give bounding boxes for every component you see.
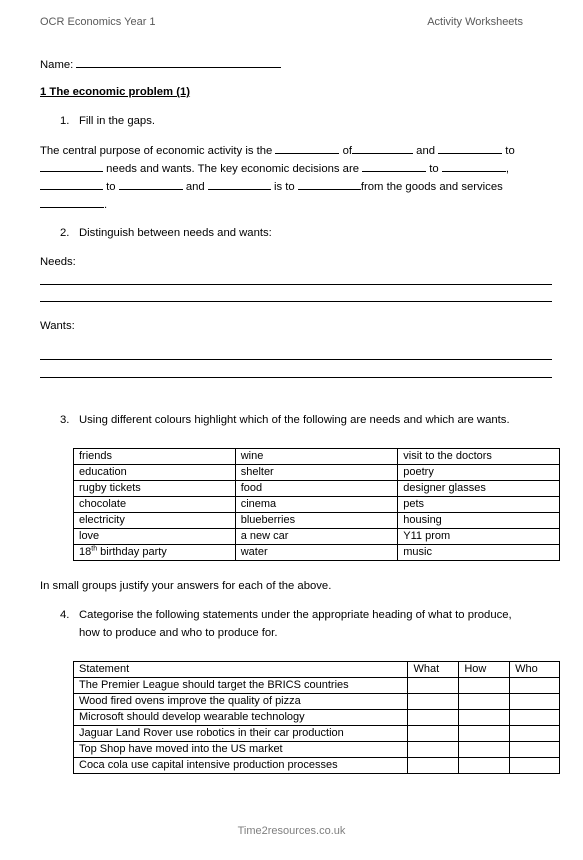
- table-header-row: [74, 662, 560, 678]
- q1-text: needs and wants. The key economic decisions are: [103, 163, 363, 175]
- what-cell[interactable]: [408, 694, 459, 710]
- q1-text: to: [502, 145, 515, 157]
- needs-label: Needs:: [40, 256, 76, 268]
- wants-answer-line[interactable]: [40, 359, 552, 360]
- q2-prompt-text: Distinguish between needs and wants:: [79, 227, 272, 239]
- needs-answer-line[interactable]: [40, 301, 552, 302]
- table-row: [74, 449, 560, 465]
- how-cell[interactable]: [459, 726, 510, 742]
- q1-gap-line-1: [40, 141, 515, 160]
- gap-blank[interactable]: [40, 195, 104, 208]
- gap-blank[interactable]: [275, 141, 339, 154]
- q1-text: and: [182, 181, 208, 193]
- q1-text: to: [103, 181, 119, 193]
- table-row: [74, 545, 560, 561]
- q1-text: ,: [505, 163, 509, 175]
- statement-cell: Coca cola use capital intensive production processes: [74, 758, 408, 774]
- name-label: Name:: [40, 59, 74, 71]
- gap-blank[interactable]: [438, 141, 502, 154]
- q1-gap-line-3: [40, 177, 503, 196]
- table-cell[interactable]: a new car: [235, 529, 398, 545]
- table-row: [74, 465, 560, 481]
- how-cell[interactable]: [459, 694, 510, 710]
- header-what: What: [408, 662, 459, 678]
- who-cell[interactable]: [510, 694, 560, 710]
- q3-prompt-text: Using different colours highlight which of the following are needs and which are wants.: [79, 414, 510, 426]
- table-cell[interactable]: poetry: [398, 465, 560, 481]
- q1-text: of: [339, 145, 353, 157]
- needs-answer-line[interactable]: [40, 284, 552, 285]
- table-cell[interactable]: music: [398, 545, 560, 561]
- gap-blank[interactable]: [352, 141, 413, 154]
- ordinal-number: 18: [79, 546, 92, 558]
- who-cell[interactable]: [510, 758, 560, 774]
- table-cell[interactable]: education: [74, 465, 236, 481]
- how-cell[interactable]: [459, 710, 510, 726]
- table-cell[interactable]: housing: [398, 513, 560, 529]
- table-cell[interactable]: chocolate: [74, 497, 236, 513]
- q1-text: is to: [270, 181, 298, 193]
- what-cell[interactable]: [408, 742, 459, 758]
- table-row: [74, 481, 560, 497]
- who-cell[interactable]: [510, 678, 560, 694]
- q1-text: and: [413, 145, 439, 157]
- q3-number: 3.: [60, 414, 70, 426]
- q3-prompt: [60, 411, 510, 429]
- wants-label: Wants:: [40, 320, 75, 332]
- q1-text: to: [426, 163, 442, 175]
- q2-prompt: [60, 224, 272, 242]
- header-statement: Statement: [74, 662, 408, 678]
- gap-blank[interactable]: [40, 159, 103, 172]
- table-cell[interactable]: water: [235, 545, 398, 561]
- table-row: [74, 710, 560, 726]
- table-cell[interactable]: Y11 prom: [398, 529, 560, 545]
- gap-blank[interactable]: [119, 177, 183, 190]
- q2-number: 2.: [60, 227, 70, 239]
- header-who: Who: [510, 662, 560, 678]
- ordinal-suffix: th: [91, 545, 98, 553]
- gap-blank[interactable]: [442, 159, 506, 172]
- q4-prompt-line-1: Categorise the following statements under the appropriate heading of what to produce,: [79, 609, 512, 621]
- q4-prompt: [60, 606, 512, 624]
- wants-answer-line[interactable]: [40, 377, 552, 378]
- q1-number: 1.: [60, 115, 70, 127]
- table-row: [74, 726, 560, 742]
- table-cell[interactable]: food: [235, 481, 398, 497]
- table-cell[interactable]: shelter: [235, 465, 398, 481]
- table-cell[interactable]: cinema: [235, 497, 398, 513]
- table-cell[interactable]: friends: [74, 449, 236, 465]
- name-field[interactable]: [40, 55, 281, 74]
- q1-text: .: [104, 199, 108, 211]
- statement-cell: The Premier League should target the BRICS countries: [74, 678, 408, 694]
- table-cell[interactable]: love: [74, 529, 236, 545]
- statement-cell: Wood fired ovens improve the quality of pizza: [74, 694, 408, 710]
- table-row: [74, 497, 560, 513]
- q1-text: from the goods and services: [360, 181, 503, 193]
- gap-blank[interactable]: [208, 177, 271, 190]
- q4-prompt-line-2: how to produce and who to produce for.: [79, 627, 278, 639]
- ordinal-rest: birthday party: [97, 546, 167, 558]
- header-course-title: OCR Economics Year 1: [40, 16, 156, 28]
- table-cell[interactable]: blueberries: [235, 513, 398, 529]
- how-cell[interactable]: [459, 742, 510, 758]
- who-cell[interactable]: [510, 710, 560, 726]
- header-how: How: [459, 662, 510, 678]
- q1-prompt: [60, 112, 155, 130]
- section-title: 1 The economic problem (1): [40, 86, 191, 98]
- what-cell[interactable]: [408, 758, 459, 774]
- table-row: [74, 758, 560, 774]
- how-cell[interactable]: [459, 758, 510, 774]
- table-row: [74, 513, 560, 529]
- what-cell[interactable]: [408, 678, 459, 694]
- statement-cell: Jaguar Land Rover use robotics in their car production: [74, 726, 408, 742]
- table-row: [74, 694, 560, 710]
- q4-number: 4.: [60, 609, 70, 621]
- who-cell[interactable]: [510, 742, 560, 758]
- q1-text: The central purpose of economic activity is the: [40, 145, 276, 157]
- q1-gap-line-4: [40, 195, 107, 214]
- gap-blank[interactable]: [298, 177, 361, 190]
- statement-cell: Microsoft should develop wearable technology: [74, 710, 408, 726]
- categorise-table: [73, 661, 560, 774]
- table-cell[interactable]: wine: [235, 449, 398, 465]
- needs-wants-table: [73, 448, 560, 561]
- table-cell[interactable]: rugby tickets: [74, 481, 236, 497]
- what-cell[interactable]: [408, 726, 459, 742]
- header-worksheet-label: Activity Worksheets: [427, 16, 523, 28]
- how-cell[interactable]: [459, 678, 510, 694]
- q1-prompt-text: Fill in the gaps.: [79, 115, 155, 127]
- what-cell[interactable]: [408, 710, 459, 726]
- table-cell[interactable]: visit to the doctors: [398, 449, 560, 465]
- table-cell[interactable]: electricity: [74, 513, 236, 529]
- table-cell[interactable]: pets: [398, 497, 560, 513]
- gap-blank[interactable]: [362, 159, 426, 172]
- table-row: [74, 678, 560, 694]
- gap-blank[interactable]: [40, 177, 103, 190]
- table-row: [74, 742, 560, 758]
- q3-followup: In small groups justify your answers for each of the above.: [40, 580, 332, 592]
- who-cell[interactable]: [510, 726, 560, 742]
- footer-site-label: Time2resources.co.uk: [237, 825, 346, 837]
- name-blank[interactable]: [76, 55, 281, 68]
- table-row: [74, 529, 560, 545]
- table-cell-birthday-party[interactable]: [74, 545, 236, 561]
- q1-gap-line-2: [40, 159, 509, 178]
- statement-cell: Top Shop have moved into the US market: [74, 742, 408, 758]
- table-cell[interactable]: designer glasses: [398, 481, 560, 497]
